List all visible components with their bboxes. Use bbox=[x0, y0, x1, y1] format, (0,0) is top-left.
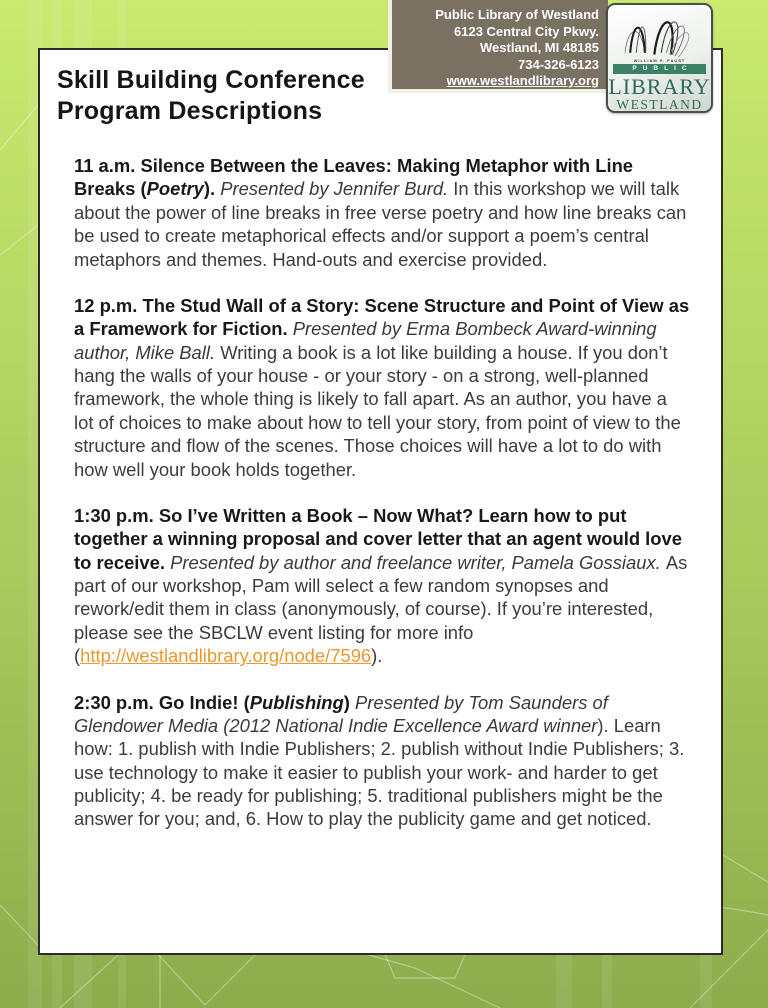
program-text-segment: Presented by author and freelance writer, Pamela Gossiaux. bbox=[170, 551, 666, 573]
page-title-line2: Program Descriptions bbox=[57, 97, 323, 125]
library-website-link[interactable]: www.westlandlibrary.org bbox=[446, 73, 599, 88]
program-text-segment: 1:30 p.m. So I’ve Written a Book – Now What? Learn how to put together a winning proposal and cover letter that an agent would love to receive. bbox=[74, 504, 682, 573]
program-text-segment: Presented by Tom Saunders of Glendower Media (2012 National Indie Excellence Award winner bbox=[74, 691, 608, 736]
program-text-segment: ). bbox=[203, 178, 221, 200]
program-text-segment: ). bbox=[371, 645, 383, 667]
logo-founder-label: WILLIAM P. FAUST bbox=[633, 58, 686, 63]
program-text-segment: Publishing bbox=[249, 691, 344, 713]
library-address-line1: 6123 Central City Pkwy. bbox=[454, 23, 599, 39]
program-text-segment: Writing a book is a lot like building a house. If you don’t hang the walls of your house - or your story - on a strong, well-planned framework, the whole thing is likely to fall apart. As an author, you have a lot of choices to make about how to tell your story, from point of view to the structure and flow of the scenes. Those choices will have a lot to do with how well your book holds together. bbox=[74, 341, 681, 480]
program-description bbox=[74, 294, 691, 481]
library-name: Public Library of Westland bbox=[435, 7, 599, 22]
library-logo bbox=[606, 3, 713, 113]
logo-westland-label: WESTLAND bbox=[616, 97, 703, 112]
program-text-segment: ) bbox=[343, 691, 355, 713]
fountain-icon bbox=[608, 8, 711, 58]
library-address-line2: Westland, MI 48185 bbox=[480, 40, 599, 55]
logo-public-band: PUBLIC bbox=[613, 64, 706, 74]
program-list bbox=[74, 154, 691, 831]
page-title-line1: Skill Building Conference bbox=[57, 66, 365, 94]
program-description bbox=[74, 691, 691, 831]
program-description bbox=[74, 504, 691, 668]
program-text-segment: In this workshop we will talk about the power of line breaks in free verse poetry and how line breaks can be used to create metaphorical effects and/or support a poem’s central metaphors and themes. Hand-outs and exercise provided. bbox=[74, 178, 687, 270]
library-phone: 734-326-6123 bbox=[518, 56, 599, 72]
library-info-box bbox=[388, 0, 608, 93]
program-text-segment: Poetry bbox=[146, 178, 204, 200]
program-text-segment: 12 p.m. The Stud Wall of a Story: Scene Structure and Point of View as a Framework for Fiction. bbox=[74, 294, 690, 340]
content-card bbox=[38, 48, 723, 955]
program-text-segment: Presented by Jennifer Burd. bbox=[220, 178, 454, 200]
program-text-segment: 2:30 p.m. Go Indie! ( bbox=[74, 691, 250, 713]
program-text-segment: As part of our workshop, Pam will select a few random synopses and rework/edit them in class (anonymously, of course). If you’re interested, please see the SBCLW event listing for more info ( bbox=[74, 551, 688, 667]
program-text-segment: 11 a.m. Silence Between the Leaves: Making Metaphor with Line Breaks ( bbox=[74, 155, 634, 200]
program-text-segment: ). Learn how: 1. publish with Indie Publishers; 2. publish without Indie Publishers; 3. use technology to make it easier to publish your work- and harder to get publicity; 4. be ready for publishing; 5. traditional publishers might be the answer for you; and, 6. How to play the publicity game and get noticed. bbox=[74, 714, 685, 830]
program-text-segment: Presented by Erma Bombeck Award-winning author, Mike Ball. bbox=[74, 318, 657, 363]
program-description bbox=[74, 154, 691, 271]
program-url-link[interactable]: http://westlandlibrary.org/node/7596 bbox=[80, 645, 372, 667]
logo-library-label: LIBRARY bbox=[608, 74, 711, 99]
